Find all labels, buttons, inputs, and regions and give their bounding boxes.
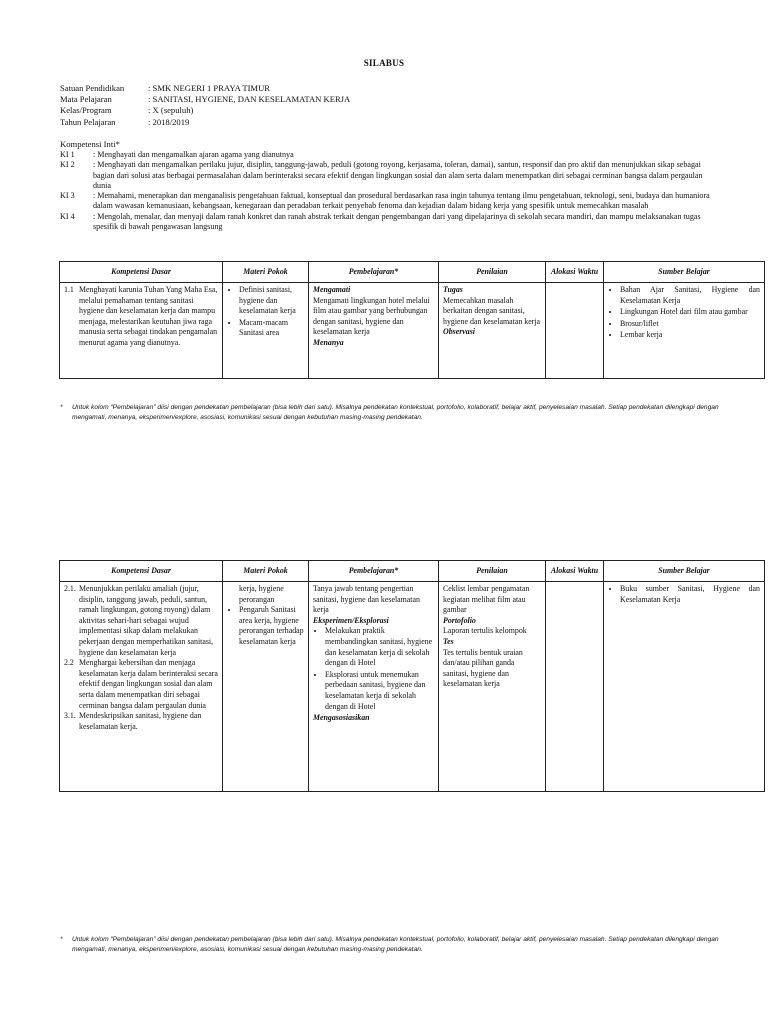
ki-code: KI 2 [60, 160, 75, 170]
activity-heading: Mengasosiasikan [313, 713, 370, 723]
ki-text: : Memahami, menerapkan dan menganalisis pengetahuan faktual, konseptual dan prosedural berdasarkan rasa ingin tahunya tentang ilmu pengetahuan, teknologi, seni, budaya dan humaniora dalam wawasan kemanusiaan, kebangsaan, kenegaraan dan peradaban terkait penyebab fenoma dan kejadian dalam bidang kerja yang spesifik untuk memecahkan masalah [93, 191, 710, 211]
list-item: • Melakukan praktik membandingkan sanitasi, hygiene dan keselamatan kerja di sekolah dengan di Hotel [325, 626, 434, 668]
list-item: • Bahan Ajar Sanitasi, Hygiene dan Keselamatan Kerja [620, 285, 760, 306]
kd-item [64, 584, 218, 658]
info-row [60, 117, 350, 128]
activity-heading: Mengamati [313, 285, 351, 294]
assessment-heading: Observasi [443, 327, 475, 337]
assessment-text: Laporan tertulis kelompok [443, 626, 527, 636]
ki-heading: Kompetensi Inti* [60, 139, 120, 149]
header-kd: Kompetensi Dasar [60, 262, 223, 283]
footnote-text: Untuk kolom “Pembelajaran” diisi dengan pendekatan pembelajaran (bisa lebih dari satu). Misalnya pendekatan kontekstual, portofolio, kolaboratif, belajar aktif, penyelesaian masalah. Setiap pendekatan dilengkapi dengan mengamati, menanya, eksperimen/explore, asosiasi, komunikasi sesuai dengan kebutuhan masing-masing pendekatan. [72, 936, 719, 953]
activity-lead: Tanya jawab tentang pengertian sanitasi, hygiene dan keselamatan kerja [313, 584, 420, 615]
info-label: Mata Pelajaran [60, 94, 112, 105]
list-item: • Eksplorasi untuk menemukan perbedaan sanitasi, hygiene dan keselamatan kerja di sekolah dengan di Hotel [325, 670, 434, 712]
kd-text: Menghayati karunia Tuhan Yang Maha Esa, melalui pemahaman tentang sanitasi hygiene dan keselamatan kerja dan mampu menjaga, melestarikan keutuhan jiwa raga manusia serta sebagai tindakan pengamalan menurut agama yang dianutnya. [79, 285, 218, 347]
kd-item [64, 711, 218, 732]
ki-text: : Menghayati dan mengamalkan perilaku jujur, disiplin, tanggung-jawab, peduli (gotong royong, kerjasama, toleran, damai), santun, responsif dan pro aktif dan menunjukkan sikap sebagai bagian dari solusi atas berbagai permasalahan dalam berinteraksi secara efektif dengan lingkungan sosial dan alam serta dalam menempatkan diri sebagai cerminan bangsa dalam pergaulan dunia [93, 160, 703, 190]
cell-kd [60, 582, 223, 792]
assessment-text: Memecahkan masalah berkaitan dengan sanitasi, hygiene dan keselamatan kerja [443, 295, 541, 326]
ki-row [60, 160, 720, 191]
page-title: SILABUS [363, 58, 405, 68]
identity-block [60, 83, 350, 128]
header-materi: Materi Pokok [223, 561, 309, 582]
footnote-text: Untuk kolom “Pembelajaran” diisi dengan pendekatan pembelajaran (bisa lebih dari satu). Misalnya pendekatan kontekstual, portofolio, kolaboratif, belajar aktif, penyelesaian masalah. Setiap pendekatan dilengkapi dengan mengamati, menanya, eksperimen/explore, asosiasi, komunikasi sesuai dengan kebutuhan masing-masing pendekatan. [72, 404, 719, 421]
header-materi: Materi Pokok [223, 262, 309, 283]
footnote [60, 935, 720, 954]
kd-item [64, 658, 218, 711]
header-sumber: Sumber Belajar [604, 561, 765, 582]
info-value: : 2018/2019 [148, 116, 190, 127]
table-header-row [60, 262, 765, 283]
ki-text: : Menghayati dan mengamalkan ajaran agama yang dianutnya [93, 150, 294, 159]
cell-alokasi [546, 283, 604, 379]
info-row [60, 105, 350, 116]
footnote [60, 403, 720, 422]
materi-list [227, 285, 304, 339]
syllabus-table-2 [59, 560, 765, 792]
cell-penilaian [439, 582, 546, 792]
list-item: • Buku sumber Sanitasi, Hygiene dan Keselamatan Kerja [620, 584, 760, 605]
list-item: • Macam-macam Sanitasi area [239, 318, 304, 339]
table-row [60, 283, 765, 379]
header-penilaian: Penilaian [439, 561, 546, 582]
header-alokasi: Alokasi Waktu [546, 262, 604, 283]
footnote-row [60, 403, 720, 422]
ki-list [60, 150, 720, 232]
assessment-heading: Tes [443, 636, 454, 646]
info-label: Kelas/Program [60, 105, 112, 116]
syllabus-table-1 [59, 261, 765, 379]
kd-text: Mendeskripsikan sanitasi, hygiene dan keselamatan kerja. [79, 711, 202, 731]
cell-sumber [604, 283, 765, 379]
cell-materi [223, 283, 309, 379]
info-row [60, 94, 350, 105]
kd-text: Menghargai kebersihan dan menjaga keselamatan kerja dalam berinteraksi secara efektif dengan lingkungan sosial dan alam serta dalam menempatkan diri sebagai cerminan bangsa dalam pergaulan dunia [79, 658, 218, 710]
table-header-row [60, 561, 765, 582]
kd-number: 2.1. [64, 584, 76, 593]
footnote-row [60, 935, 720, 954]
list-item: • Lembar kerja [620, 330, 760, 341]
cell-alokasi [546, 582, 604, 792]
footnote-star: * [60, 936, 63, 943]
cell-materi [223, 582, 309, 792]
kd-item [64, 285, 218, 349]
list-item: • Brosur/liflet [620, 319, 760, 330]
cell-pembelajaran [309, 582, 439, 792]
info-value: : SMK NEGERI 1 PRAYA TIMUR [148, 83, 271, 93]
footnote-star: * [60, 404, 63, 411]
ki-code: KI 4 [60, 211, 75, 221]
assessment-heading: Tugas [443, 285, 463, 294]
ki-text: : Mengolah, menalar, dan menyaji dalam ranah konkret dan ranah abstrak terkait dengan pengembangan dari yang dipelajarinya di sekolah secara mandiri, dan mampu melaksanakan tugas spesifik di bawah pengawasan langsung [93, 211, 701, 232]
list-item: • Pengaruh Sanitasi area kerja, hygiene perorangan terhadap keselamatan kerja [239, 605, 304, 647]
ki-row [60, 150, 720, 160]
ki-row [60, 191, 720, 212]
sumber-list [608, 584, 760, 605]
list-item: • Lingkungan Hotel dari film atau gambar [620, 307, 760, 318]
info-label: Tahun Pelajaran [60, 116, 116, 127]
info-label: Satuan Pendidikan [60, 83, 125, 93]
assessment-lead: Ceklist lembar pengamatan kegiatan melihat film atau gambar [443, 584, 530, 615]
kd-text: Menunjukkan perilaku amaliah (jujur, disiplin, tanggung jawab, peduli, santun, ramah lingkungan, gotong royong) dalam aktivitas sehari-hari sebagai wujud implementasi sikap dalam melakukan pekerjaan dengan memperhatikan sanitasi, hygiene dan keselamatan kerja [79, 584, 214, 657]
header-sumber: Sumber Belajar [604, 262, 765, 283]
info-value: : SANITASI, HYGIENE, DAN KESELAMATAN KERJA [148, 94, 351, 105]
info-row [60, 83, 350, 94]
ki-code: KI 3 [60, 191, 75, 201]
header-alokasi: Alokasi Waktu [546, 561, 604, 582]
sumber-list [608, 285, 760, 341]
activity-heading: Eksperimen/Eksplorasi [313, 615, 389, 625]
header-kd: Kompetensi Dasar [60, 561, 223, 582]
header-penilaian: Penilaian [439, 262, 546, 283]
cell-penilaian [439, 283, 546, 379]
activity-heading: Menanya [313, 337, 344, 347]
info-value: : X (sepuluh) [148, 105, 194, 116]
kd-number: 3.1. [64, 711, 76, 721]
assessment-heading: Portofolio [443, 615, 476, 625]
table-row [60, 582, 765, 792]
materi-lead: kerja, hygiene perorangan [239, 584, 284, 604]
header-pembelajaran: Pembelajaran* [309, 561, 439, 582]
activity-list [313, 626, 434, 712]
activity-text: Mengamati lingkungan hotel melalui film atau gambar yang berhubungan dengan sanitasi, hygiene dan keselamatan kerja [313, 295, 430, 337]
list-item: • Definisi sanitasi, hygiene dan keselamatan kerja [239, 285, 304, 317]
cell-sumber [604, 582, 765, 792]
cell-kd [60, 283, 223, 379]
assessment-text: Tes tertulis bentuk uraian dan/atau pilihan ganda sanitasi, hygiene dan keselamatan kerja [443, 647, 523, 689]
header-pembelajaran: Pembelajaran* [309, 262, 439, 283]
ki-code: KI 1 [60, 150, 75, 159]
materi-list [227, 605, 304, 647]
ki-row [60, 212, 720, 233]
cell-pembelajaran [309, 283, 439, 379]
kd-number: 2.2 [64, 658, 74, 668]
kd-number: 1.1 [64, 285, 74, 294]
